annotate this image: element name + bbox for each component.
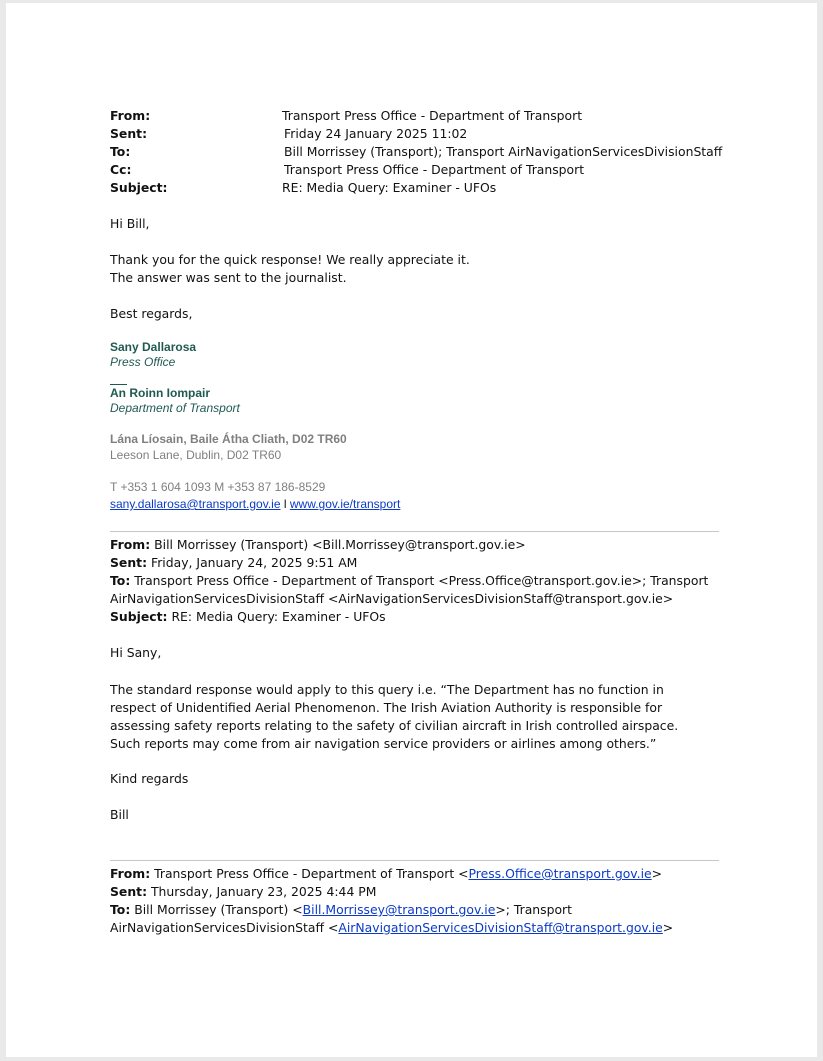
sent-value: Thursday, January 23, 2025 4:44 PM <box>150 884 377 899</box>
email2-greeting: Hi Sany, <box>110 645 162 660</box>
email1-body-line: The answer was sent to the journalist. <box>110 270 347 285</box>
email2-body: The standard response would apply to this query i.e. “The Department has no function in respect of Unidentified Aerial Phenomenon. The Irish Aviation Authority is responsible for assessing safety reports relating to the safety of civilian aircraft in Irish controlled airspace. Such reports may come from air navigation service providers or airlines among others.” <box>110 682 679 751</box>
subject-label: Subject: <box>110 180 168 195</box>
from-value: Transport Press Office - Department of Transport < <box>154 866 469 881</box>
email-separator-line <box>110 531 719 532</box>
signature-phone: T +353 1 604 1093 M +353 87 186-8529 <box>110 480 326 494</box>
sent-label: Sent: <box>110 884 148 899</box>
sent-value: Friday, January 24, 2025 9:51 AM <box>150 555 358 570</box>
subject-value: RE: Media Query: Examiner - UFOs <box>282 180 497 195</box>
to-value: Bill Morrissey (Transport); Transport AirNavigationServicesDivisionStaff <box>284 144 723 159</box>
subject-label: Subject: <box>110 609 168 624</box>
cc-value: Transport Press Office - Department of Transport <box>284 162 585 177</box>
to-value-mid: >; Transport <box>495 902 572 917</box>
signature-divider <box>110 384 127 385</box>
email2-sent-row <box>110 555 357 570</box>
signature-address-irish: Lána Líosain, Baile Átha Cliath, D02 TR60 <box>110 432 347 446</box>
to-label: To: <box>110 573 131 588</box>
to-email-link[interactable]: AirNavigationServicesDivisionStaff@transport.gov.ie <box>338 920 663 935</box>
subject-value: RE: Media Query: Examiner - UFOs <box>171 609 386 624</box>
signature-dept-irish: An Roinn Iompair <box>110 386 210 400</box>
from-label: From: <box>110 537 151 552</box>
to-label: To: <box>110 902 131 917</box>
email1-closing: Best regards, <box>110 306 193 321</box>
sent-label: Sent: <box>110 555 148 570</box>
from-value: Bill Morrissey (Transport) <Bill.Morrissey@transport.gov.ie> <box>154 537 526 552</box>
email2-signoff: Bill <box>110 807 129 822</box>
signature-contact-links <box>110 497 400 511</box>
email1-greeting: Hi Bill, <box>110 216 150 231</box>
email-thread <box>6 3 817 1057</box>
from-label: From: <box>110 866 151 881</box>
to-label: To: <box>110 144 131 159</box>
email3-from-row <box>110 866 662 881</box>
signature-name: Sany Dallarosa <box>110 340 197 354</box>
signature-separator: l <box>283 497 287 511</box>
email2-to-row <box>110 573 708 588</box>
document-page <box>6 3 817 1057</box>
from-email-link[interactable]: Press.Office@transport.gov.ie <box>468 866 652 881</box>
from-label: From: <box>110 108 151 123</box>
to-value: AirNavigationServicesDivisionStaff < <box>110 920 339 935</box>
from-value: Transport Press Office - Department of Transport <box>282 108 583 123</box>
cc-label: Cc: <box>110 162 132 177</box>
email2-to-continued: AirNavigationServicesDivisionStaff <AirNavigationServicesDivisionStaff@transport.gov.ie> <box>110 591 674 606</box>
email3-to-continued <box>110 920 673 935</box>
email3-to-row <box>110 902 572 917</box>
signature-address-english: Leeson Lane, Dublin, D02 TR60 <box>110 448 282 462</box>
email1-body-line: Thank you for the quick response! We really appreciate it. <box>110 252 470 267</box>
signature-website-link[interactable]: www.gov.ie/transport <box>289 497 401 511</box>
to-value: Bill Morrissey (Transport) < <box>134 902 303 917</box>
email-separator-line <box>110 860 719 861</box>
signature-dept-english: Department of Transport <box>110 401 240 415</box>
sent-label: Sent: <box>110 126 148 141</box>
email2-closing: Kind regards <box>110 771 189 786</box>
email2-subject-row <box>110 609 386 624</box>
from-value-end: > <box>651 866 663 881</box>
signature-role: Press Office <box>110 355 176 369</box>
to-value: Transport Press Office - Department of Transport <Press.Office@transport.gov.ie>; Transport <box>134 573 709 588</box>
sent-value: Friday 24 January 2025 11:02 <box>284 126 468 141</box>
to-email-link[interactable]: Bill.Morrissey@transport.gov.ie <box>302 902 496 917</box>
email2-from-row <box>110 537 526 552</box>
to-value-end: > <box>662 920 674 935</box>
email3-sent-row <box>110 884 376 899</box>
signature-email-link[interactable]: sany.dallarosa@transport.gov.ie <box>110 497 281 511</box>
